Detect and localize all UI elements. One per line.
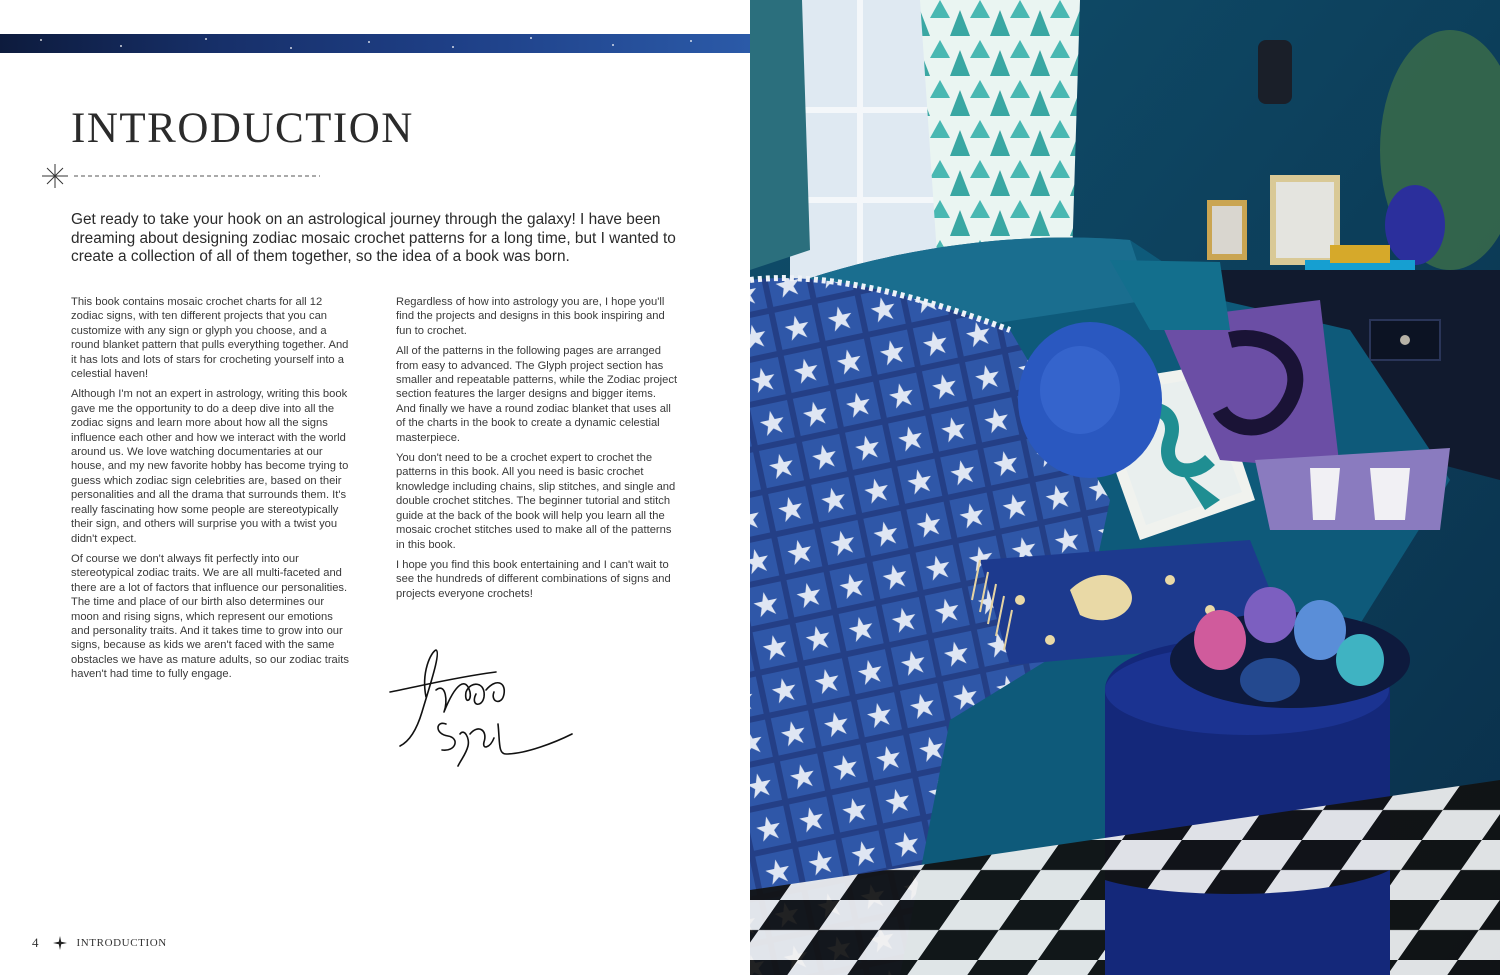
running-head: INTRODUCTION bbox=[76, 937, 167, 949]
sparkle-star-icon bbox=[42, 164, 68, 188]
room-photo bbox=[750, 0, 1500, 975]
page-footer bbox=[32, 934, 167, 952]
page-number: 4 bbox=[32, 935, 39, 950]
page-title: INTRODUCTION bbox=[71, 105, 414, 152]
title-divider bbox=[40, 163, 330, 189]
four-point-star-icon bbox=[53, 936, 67, 950]
body-paragraph: This book contains mosaic crochet charts for all 12 zodiac signs, with ten different projects that you can customize with any sign or glyph you choose, and a round blanket pattern that pulls everything together. And it has lots and lots of stars for crocheting yourself into a celestial haven! bbox=[71, 296, 349, 381]
body-paragraph: Regardless of how into astrology you are, I hope you'll find the projects and designs in this book inspiring and fun to crochet. bbox=[396, 296, 665, 337]
body-column-left bbox=[71, 295, 353, 688]
intro-lead-paragraph: Get ready to take your hook on an astrological journey through the galaxy! I have been dreaming about designing zodiac mosaic crochet patterns for a long time, but I wanted to create a collection of all of them together, so the idea of a book was born. bbox=[71, 211, 676, 265]
body-paragraph: Although I'm not an expert in astrology, writing this book gave me the opportunity to do a deep dive into all the zodiac signs and learn more about how all the signs influence each other and how we interact with the world around us. We love watching documentaries at our house, and my new favorite hobby has become trying to guess which zodiac sign celebrities are, based on their personalities and all the drama that surrounds them. It's really fascinating how some people are stereotypically their sign, and others will surprise you with a twist you didn't expect. bbox=[71, 388, 349, 545]
starry-header-band bbox=[0, 34, 750, 53]
author-signature bbox=[386, 642, 576, 770]
body-paragraph: I hope you find this book entertaining and I can't wait to see the hundreds of different combinations of signs and projects everyone crochets! bbox=[396, 558, 671, 600]
body-paragraph: All of the patterns in the following pages are arranged from easy to advanced. The Glyph project section has smaller and repeatable patterns, while the Zodiac project section features the larger designs and bigger items. And finally we have a round zodiac blanket that uses all of the charts in the book to create a dynamic celestial masterpiece. bbox=[396, 345, 678, 444]
body-paragraph: You don't need to be a crochet expert to crochet the patterns in this book. All you need is basic crochet knowledge including chains, slip stitches, and single and double crochet stitches. The beginner tutorial and stitch guide at the back of the book will help you learn all the mosaic crochet stitches used to make all of the patterns in this book. bbox=[396, 452, 676, 551]
room-scene-illustration bbox=[750, 0, 1500, 975]
body-column-right bbox=[396, 295, 678, 607]
body-paragraph: Of course we don't always fit perfectly into our stereotypical zodiac traits. We are all multi-faceted and there are a lot of factors that influence our personalities. The time and place of our birth also determines our moon and rising signs, which represent our emotions and personality traits. And it takes time to grow into our signs, because as kids we aren't faced with the same obstacles we have as mature adults, so our zodiac traits haven't had time to fully engage. bbox=[71, 552, 349, 681]
